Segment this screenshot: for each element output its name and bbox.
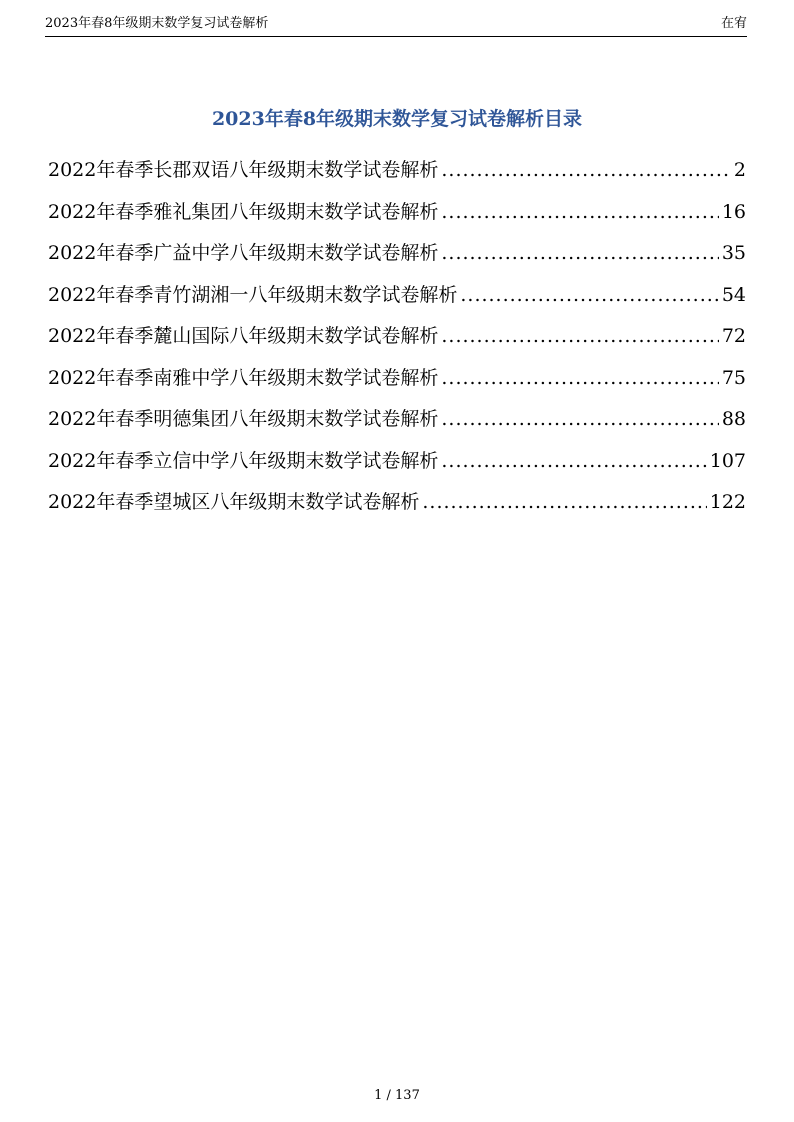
toc-entry-label: 2022年春季雅礼集团八年级期末数学试卷解析 (48, 200, 439, 223)
toc-entry-page: 88 (721, 408, 746, 430)
toc-entry-page: 122 (709, 491, 746, 513)
toc-entry-page: 107 (709, 449, 746, 472)
toc-entry[interactable] (48, 486, 746, 528)
toc-entry-page: 2 (733, 159, 746, 181)
toc-leader-dots (441, 320, 718, 352)
page-header (45, 14, 747, 37)
toc-entry[interactable] (48, 196, 746, 238)
page-number-indicator: 1 / 137 (374, 1088, 420, 1103)
header-author: 在宥 (720, 16, 747, 31)
toc-leader-dots (441, 196, 718, 228)
toc-entry[interactable] (48, 403, 746, 445)
toc-entry-page: 16 (721, 200, 746, 223)
toc-entry[interactable] (48, 154, 746, 196)
page-footer (0, 1087, 794, 1105)
toc-entry[interactable] (48, 279, 746, 321)
toc-entry[interactable] (48, 320, 746, 362)
toc-entry[interactable] (48, 445, 746, 487)
toc-entry-label: 2022年春季麓山国际八年级期末数学试卷解析 (48, 325, 439, 347)
toc-leader-dots (460, 279, 718, 311)
toc-leader-dots (441, 154, 731, 186)
toc-leader-dots (441, 445, 706, 477)
toc-title: 2023年春8年级期末数学复习试卷解析目录 (211, 108, 583, 130)
toc-leader-dots (441, 403, 718, 435)
toc-entry-label: 2022年春季南雅中学八年级期末数学试卷解析 (48, 366, 439, 389)
toc-entry-page: 72 (721, 325, 746, 347)
toc-entry-label: 2022年春季立信中学八年级期末数学试卷解析 (48, 449, 439, 472)
toc-entry-page: 75 (721, 366, 746, 389)
toc-entry-label: 2022年春季长郡双语八年级期末数学试卷解析 (48, 159, 439, 181)
toc-entry[interactable] (48, 362, 746, 404)
toc-leader-dots (441, 237, 718, 269)
toc-leader-dots (422, 486, 706, 518)
toc-entry-label: 2022年春季广益中学八年级期末数学试卷解析 (48, 242, 439, 264)
toc-leader-dots (441, 362, 718, 394)
header-document-title: 2023年春8年级期末数学复习试卷解析 (45, 16, 269, 31)
toc-entry-page: 35 (721, 242, 746, 264)
table-of-contents (48, 154, 746, 528)
toc-entry-label: 2022年春季明德集团八年级期末数学试卷解析 (48, 408, 439, 430)
toc-entry[interactable] (48, 237, 746, 279)
toc-entry-label: 2022年春季望城区八年级期末数学试卷解析 (48, 491, 420, 513)
toc-entry-page: 54 (721, 283, 746, 306)
toc-entry-label: 2022年春季青竹湖湘一八年级期末数学试卷解析 (48, 283, 458, 306)
